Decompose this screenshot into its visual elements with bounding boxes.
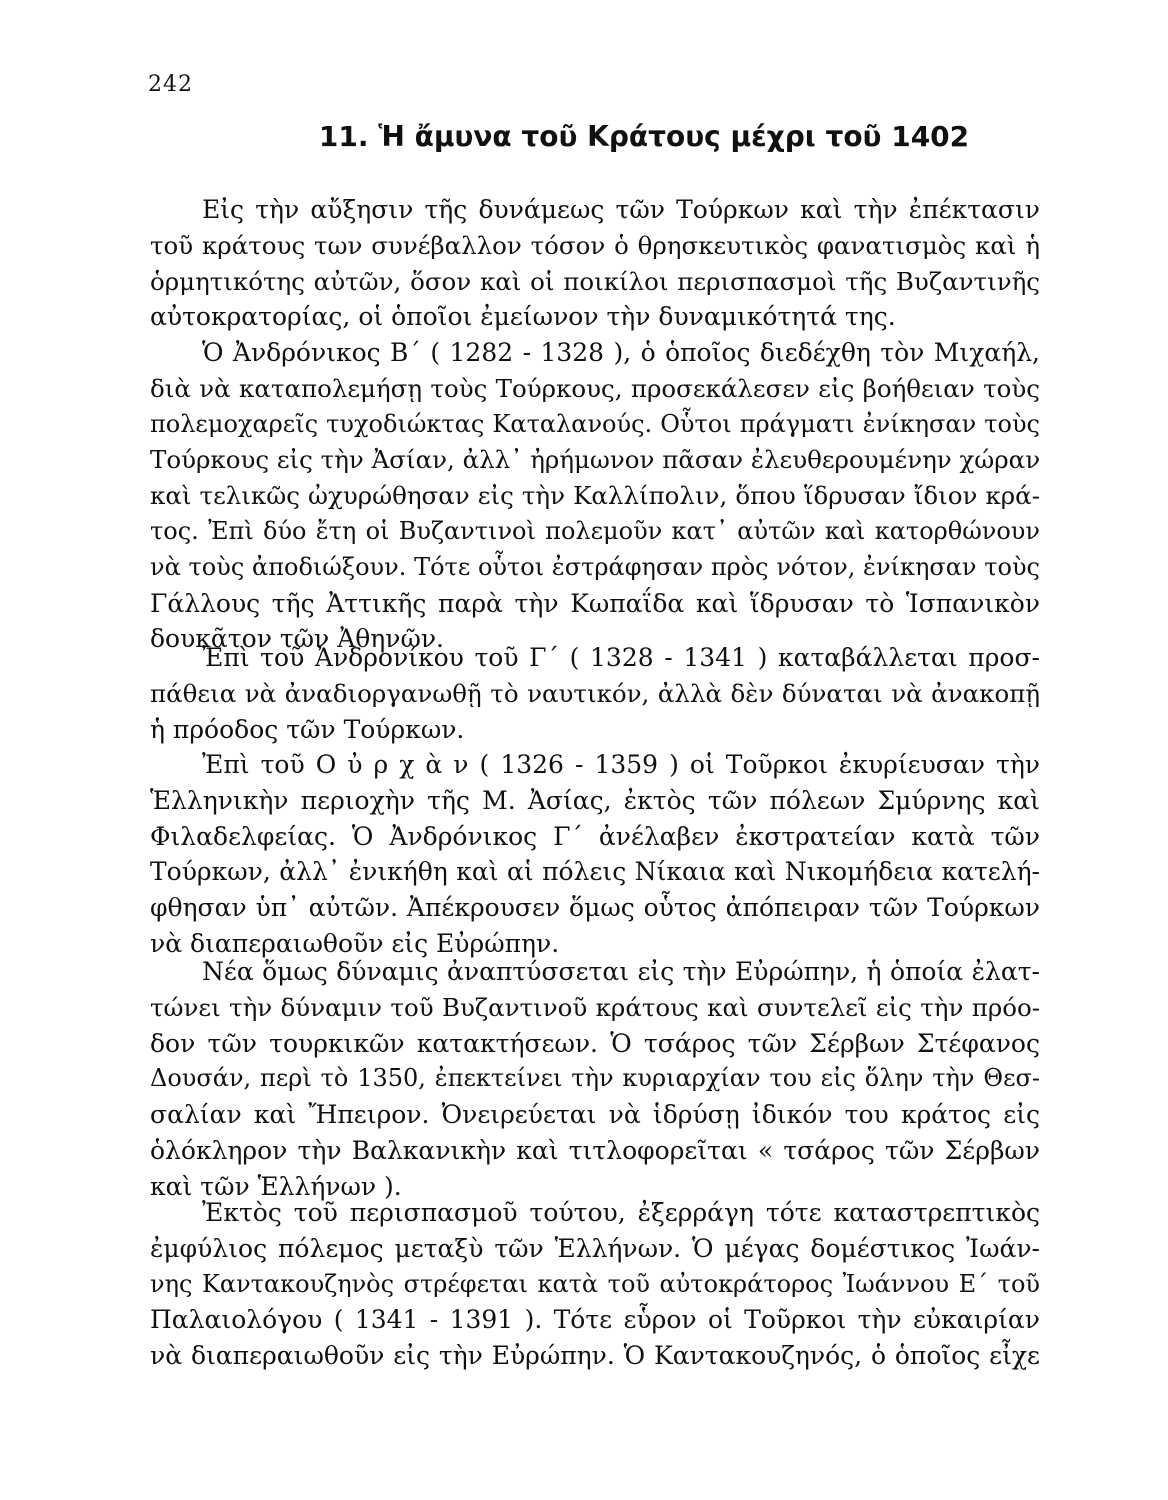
text-line: ὁρμητικότης αὐτῶν, ὅσον καὶ οἱ ποικίλοι περισπασμοὶ τῆς Βυζαντινῆς — [150, 266, 1040, 296]
text-line: Ἐπὶ τοῦ Ἀνδρονίκου τοῦ Γ΄ ( 1328 - 1341 ) καταβάλλεται προσ- — [202, 643, 1040, 672]
text-line: ἐμφύλιος πόλεμος μεταξὺ τῶν Ἑλλήνων. Ὁ μέγας δομέστικος Ἰωάν- — [150, 1233, 1040, 1263]
text-line: Δουσάν, περὶ τὸ 1350, ἐπεκτείνει τὴν κυριαρχίαν του εἰς ὅλην τὴν Θεσ- — [150, 1064, 1040, 1093]
text-line: Νέα ὅμως δύναμις ἀναπτύσσεται εἰς τὴν Εὐρώπην, ἡ ὁποία ἐλατ- — [202, 957, 1040, 986]
text-line: Ἑλληνικὴν περιοχὴν τῆς Μ. Ἀσίας, ἐκτὸς τῶν πόλεων Σμύρνης καὶ — [150, 785, 1040, 815]
text-line: Ὁ Ἀνδρόνικος Β΄ ( 1282 - 1328 ), ὁ ὁποῖος διεδέχθη τὸν Μιχαήλ, — [202, 338, 1040, 367]
text-line: σαλίαν καὶ Ἤπειρον. Ὀνειρεύεται νὰ ἱδρύσῃ ἰδικόν του κράτος εἰς — [150, 1100, 1040, 1130]
text-line: αὐτοκρατορίας, οἱ ὁποῖοι ἐμείωνον τὴν δυναμικότητά της. — [150, 302, 896, 332]
text-line: νὰ διαπεραιωθοῦν εἰς τὴν Εὐρώπην. Ὁ Καντακουζηνός, ὁ ὁποῖος εἶχε — [150, 1341, 1040, 1371]
text-line: τος. Ἐπὶ δύο ἔτη οἱ Βυζαντινοὶ πολεμοῦν κατ᾽ αὐτῶν καὶ κατορθώνουν — [150, 516, 1040, 545]
paragraph — [150, 1195, 1040, 1374]
paragraph — [150, 640, 1040, 747]
text-line: Παλαιολόγου ( 1341 - 1391 ). Τότε εὗρον οἱ Τοῦρκοι τὴν εὐκαιρίαν — [150, 1305, 1040, 1335]
text-line: νης Καντακουζηνὸς στρέφεται κατὰ τοῦ αὐτοκράτορος Ἰωάννου Ε΄ τοῦ — [150, 1269, 1040, 1298]
text-line: Τούρκων, ἀλλ᾽ ἐνικήθη καὶ αἱ πόλεις Νίκαια καὶ Νικομήδεια κατελή- — [150, 857, 1040, 887]
text-line: φθησαν ὑπ᾽ αὐτῶν. Ἀπέκρουσεν ὅμως οὗτος ἀπόπειραν τῶν Τούρκων — [150, 893, 1040, 923]
text-line: Ἐκτὸς τοῦ περισπασμοῦ τούτου, ἐξερράγη τότε καταστρεπτικὸς — [202, 1198, 1040, 1227]
page-number: 242 — [148, 72, 193, 97]
text-line: νὰ τοὺς ἀποδιώξουν. Τότε οὗτοι ἐστράφησαν πρὸς νότον, ἐνίκησαν τοὺς — [150, 552, 1040, 581]
text-line: καὶ τῶν Ἑλλήνων ). — [150, 1171, 402, 1201]
text-line: τώνει τὴν δύναμιν τοῦ Βυζαντινοῦ κράτους καὶ συντελεῖ εἰς τὴν πρόο- — [150, 992, 1040, 1022]
text-line: διὰ νὰ καταπολεμήσῃ τοὺς Τούρκους, προσεκάλεσεν εἰς βοήθειαν τοὺς — [150, 373, 1040, 403]
text-line: πάθεια νὰ ἀναδιοργανωθῇ τὸ ναυτικόν, ἀλλὰ δὲν δύναται νὰ ἀνακοπῇ — [150, 678, 1040, 708]
section-heading: 11. Ἡ ἄμυνα τοῦ Κράτους μέχρι τοῦ 1402 — [318, 120, 970, 153]
text-line: νὰ διαπεραιωθοῦν εἰς Εὐρώπην. — [150, 928, 560, 958]
paragraph — [150, 747, 1040, 962]
text-line: ὁλόκληρον τὴν Βαλκανικὴν καὶ τιτλοφορεῖται « τσάρος τῶν Σέρβων — [150, 1135, 1040, 1165]
paragraph — [150, 192, 1040, 335]
paragraph — [150, 954, 1040, 1205]
paragraph — [150, 335, 1040, 657]
text-line: Φιλαδελφείας. Ὁ Ἀνδρόνικος Γ΄ ἀνέλαβεν ἐκστρατείαν κατὰ τῶν — [150, 821, 1040, 851]
text-line: πολεμοχαρεῖς τυχοδιώκτας Καταλανούς. Οὗτοι πράγματι ἐνίκησαν τοὺς — [150, 409, 1040, 438]
text-line: καὶ τελικῶς ὠχυρώθησαν εἰς τὴν Καλλίπολιν, ὅπου ἵδρυσαν ἴδιον κρά- — [150, 481, 1040, 511]
text-line: Εἰς τὴν αὔξησιν τῆς δυνάμεως τῶν Τούρκων καὶ τὴν ἐπέκτασιν — [202, 195, 1040, 224]
text-line: δουκᾶτον τῶν Ἀθηνῶν. — [150, 624, 445, 654]
text-line: Τούρκους εἰς τὴν Ἀσίαν, ἀλλ᾽ ἠρήμωνον πᾶσαν ἐλευθερουμένην χώραν — [150, 445, 1041, 475]
text-line: τοῦ κράτους των συνέβαλλον τόσον ὁ θρησκευτικὸς φανατισμὸς καὶ ἡ — [150, 230, 1040, 260]
text-line: Γάλλους τῆς Ἀττικῆς παρὰ τὴν Κωπαΐδα καὶ ἵδρυσαν τὸ Ἱσπανικὸν — [150, 588, 1040, 618]
text-line: Ἐπὶ τοῦ Ο ὐ ρ χ ὰ ν ( 1326 - 1359 ) οἱ Τοῦρκοι ἐκυρίευσαν τὴν — [202, 750, 1040, 779]
text-line: δον τῶν τουρκικῶν κατακτήσεων. Ὁ τσάρος τῶν Σέρβων Στέφανος — [150, 1028, 1040, 1058]
text-line: ἡ πρόοδος τῶν Τούρκων. — [150, 714, 465, 744]
